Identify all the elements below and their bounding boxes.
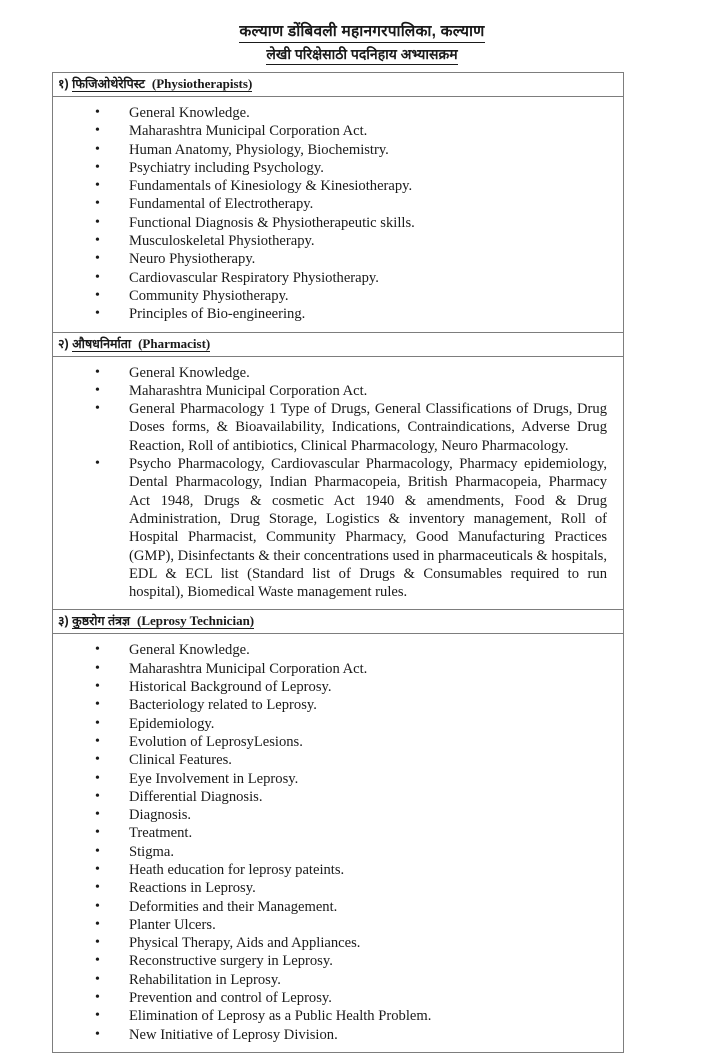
bullet-icon: • <box>95 953 100 969</box>
topic-text: Community Physiotherapy. <box>129 287 289 304</box>
topic-list <box>53 104 615 324</box>
topic-text: Musculoskeletal Physiotherapy. <box>129 233 315 250</box>
section-header-row <box>53 333 623 357</box>
organization-title: कल्याण डोंबिवली महानगरपालिका, कल्याण <box>239 22 484 43</box>
topic-item <box>53 660 615 678</box>
topic-text: Rehabilitation in Leprosy. <box>129 971 281 988</box>
topic-text: Diagnosis. <box>129 807 192 824</box>
section-title-english: (Physiotherapists) <box>151 76 253 91</box>
bullet-icon: • <box>95 251 100 267</box>
topic-list <box>53 641 615 1044</box>
topic-text: Evolution of LeprosyLesions. <box>129 733 303 750</box>
bullet-icon: • <box>95 642 100 658</box>
topic-item <box>53 122 615 140</box>
topic-item <box>53 1007 615 1025</box>
topic-text: Reactions in Leprosy. <box>129 880 256 897</box>
topic-item <box>53 879 615 897</box>
bullet-icon: • <box>95 1026 100 1042</box>
topic-text: Psychiatry including Psychology. <box>129 159 324 176</box>
document-title <box>52 22 672 43</box>
topic-text: Neuro Physiotherapy. <box>129 251 256 268</box>
topic-text: Deformities and their Management. <box>129 898 338 915</box>
bullet-icon: • <box>95 971 100 987</box>
section-header-row <box>53 73 623 97</box>
topic-text: Fundamental of Electrotherapy. <box>129 196 314 213</box>
bullet-icon: • <box>95 733 100 749</box>
topic-text: Planter Ulcers. <box>129 916 216 933</box>
section-title <box>72 614 254 629</box>
topic-text: Reconstructive surgery in Leprosy. <box>129 953 333 970</box>
section-body <box>53 357 623 611</box>
topic-item <box>53 916 615 934</box>
section-title-english: (Leprosy Technician) <box>136 613 255 629</box>
bullet-icon: • <box>95 233 100 249</box>
bullet-icon: • <box>95 382 100 398</box>
topic-text: Human Anatomy, Physiology, Biochemistry. <box>129 141 389 158</box>
topic-item <box>53 141 615 159</box>
topic-text: Epidemiology. <box>129 715 215 732</box>
topic-text: Elimination of Leprosy as a Public Health Problem. <box>129 1008 432 1025</box>
topic-text: Cardiovascular Respiratory Physiotherapy. <box>129 269 379 286</box>
topic-text: Functional Diagnosis & Physiotherapeutic skills. <box>129 214 415 231</box>
topic-text: Clinical Features. <box>129 752 232 769</box>
document-subtitle-wrap <box>52 45 672 65</box>
section-title <box>72 337 210 352</box>
bullet-icon: • <box>95 715 100 731</box>
topic-item <box>53 104 615 122</box>
bullet-icon: • <box>95 916 100 932</box>
topic-item <box>53 195 615 213</box>
section-number: १) <box>58 77 69 91</box>
bullet-icon: • <box>95 898 100 914</box>
topic-item <box>53 400 615 455</box>
section-title-marathi: फिजिओथेरेपिस्ट <box>72 77 145 91</box>
section-number: २) <box>58 336 69 351</box>
topic-text: Fundamentals of Kinesiology & Kinesiotherapy. <box>129 178 413 195</box>
bullet-icon: • <box>95 123 100 139</box>
topic-text: Maharashtra Municipal Corporation Act. <box>129 123 368 140</box>
topic-text: Differential Diagnosis. <box>129 788 263 805</box>
topic-item <box>53 269 615 287</box>
section-header <box>58 76 619 92</box>
bullet-icon: • <box>95 660 100 676</box>
topic-item <box>53 364 615 382</box>
topic-text: New Initiative of Leprosy Division. <box>129 1026 338 1043</box>
bullet-icon: • <box>95 401 100 417</box>
topic-item <box>53 232 615 250</box>
section-title-spacer <box>130 614 137 628</box>
topic-item <box>53 952 615 970</box>
topic-item <box>53 1026 615 1044</box>
bullet-icon: • <box>95 1008 100 1024</box>
topic-item <box>53 382 615 400</box>
section-title <box>72 77 252 92</box>
topic-text: Prevention and control of Leprosy. <box>129 990 332 1007</box>
bullet-icon: • <box>95 807 100 823</box>
topic-text: Maharashtra Municipal Corporation Act. <box>129 660 368 677</box>
bullet-icon: • <box>95 364 100 380</box>
bullet-icon: • <box>95 196 100 212</box>
topic-text: General Knowledge. <box>129 642 250 659</box>
topic-text: Treatment. <box>129 825 193 842</box>
topic-text: Eye Involvement in Leprosy. <box>129 770 299 787</box>
bullet-icon: • <box>95 141 100 157</box>
topic-text: General Pharmacology 1 Type of Drugs, General Classifications of Drugs, Drug Doses forms, & Bioavailability, Indications, Contraindications, Adverse Drug Reaction, Roll of antibiotics, Clinical Pharmacology, Neuro Pharmacology. <box>129 401 607 454</box>
section-title-spacer <box>145 77 152 91</box>
topic-item <box>53 971 615 989</box>
topic-text: Historical Background of Leprosy. <box>129 679 332 696</box>
document-subtitle: लेखी परिक्षेसाठी पदनिहाय अभ्यासक्रम <box>266 45 457 65</box>
section-title-english: (Pharmacist) <box>138 335 211 351</box>
topic-item <box>53 696 615 714</box>
section-header-row <box>53 610 623 634</box>
topic-item <box>53 159 615 177</box>
bullet-icon: • <box>95 105 100 120</box>
bullet-icon: • <box>95 990 100 1006</box>
topic-item <box>53 455 615 601</box>
topic-text: Principles of Bio-engineering. <box>129 306 306 323</box>
topic-text: Bacteriology related to Leprosy. <box>129 697 317 714</box>
topic-item <box>53 641 615 659</box>
bullet-icon: • <box>95 178 100 194</box>
topic-item <box>53 751 615 769</box>
section-header <box>58 336 619 352</box>
bullet-icon: • <box>95 306 100 322</box>
topic-item <box>53 305 615 323</box>
bullet-icon: • <box>95 880 100 896</box>
bullet-icon: • <box>95 788 100 804</box>
section-number: ३) <box>58 614 69 629</box>
bullet-icon: • <box>95 825 100 841</box>
bullet-icon: • <box>95 697 100 713</box>
topic-item <box>53 934 615 952</box>
topic-item <box>53 824 615 842</box>
topic-text: Psycho Pharmacology, Cardiovascular Pharmacology, Pharmacy epidemiology, Dental Pharmacology, Indian Pharmacopeia, British Pharmacopeia, Pharmacy Act 1948, Drugs & cosmetic Act 1940 & amendments, Food & Drug Administration, Drug Storage, Logistics & inventory management, Roll of Hospital Pharmacist, Community Pharmacy, Good Manufacturing Practices (GMP), Disinfectants & their concentrations used in pharmaceuticals & hospitals, EDL & ECL list (Standard list of Drugs & Consumables required to run hospital), Biomedical Waste management rules. <box>129 456 607 601</box>
bullet-icon: • <box>95 861 100 877</box>
topic-item <box>53 898 615 916</box>
topic-item <box>53 177 615 195</box>
topic-item <box>53 678 615 696</box>
bullet-icon: • <box>95 679 100 695</box>
bullet-icon: • <box>95 752 100 768</box>
bullet-icon: • <box>95 269 100 285</box>
topic-item <box>53 733 615 751</box>
section-title-marathi: कुष्ठरोग तंत्रज्ञ <box>72 614 131 629</box>
topic-item <box>53 287 615 305</box>
bullet-icon: • <box>95 843 100 859</box>
bullet-icon: • <box>95 456 100 472</box>
topic-text: General Knowledge. <box>129 364 250 381</box>
section-header <box>58 613 619 629</box>
topic-item <box>53 861 615 879</box>
topic-text: Maharashtra Municipal Corporation Act. <box>129 382 368 399</box>
bullet-icon: • <box>95 214 100 230</box>
topic-text: General Knowledge. <box>129 105 250 121</box>
bullet-icon: • <box>95 935 100 951</box>
bullet-icon: • <box>95 287 100 303</box>
syllabus-table <box>52 72 624 1053</box>
section-body <box>53 97 623 333</box>
bullet-icon: • <box>95 159 100 175</box>
bullet-icon: • <box>95 770 100 786</box>
topic-item <box>53 250 615 268</box>
topic-list <box>53 364 615 602</box>
topic-item <box>53 770 615 788</box>
topic-item <box>53 989 615 1007</box>
topic-item <box>53 214 615 232</box>
topic-text: Heath education for leprosy pateints. <box>129 861 345 878</box>
section-body <box>53 634 623 1052</box>
topic-item <box>53 788 615 806</box>
section-title-marathi: औषधनिर्माता <box>72 336 132 351</box>
topic-item <box>53 715 615 733</box>
topic-item <box>53 843 615 861</box>
topic-text: Stigma. <box>129 843 174 860</box>
topic-item <box>53 806 615 824</box>
topic-text: Physical Therapy, Aids and Appliances. <box>129 935 361 952</box>
